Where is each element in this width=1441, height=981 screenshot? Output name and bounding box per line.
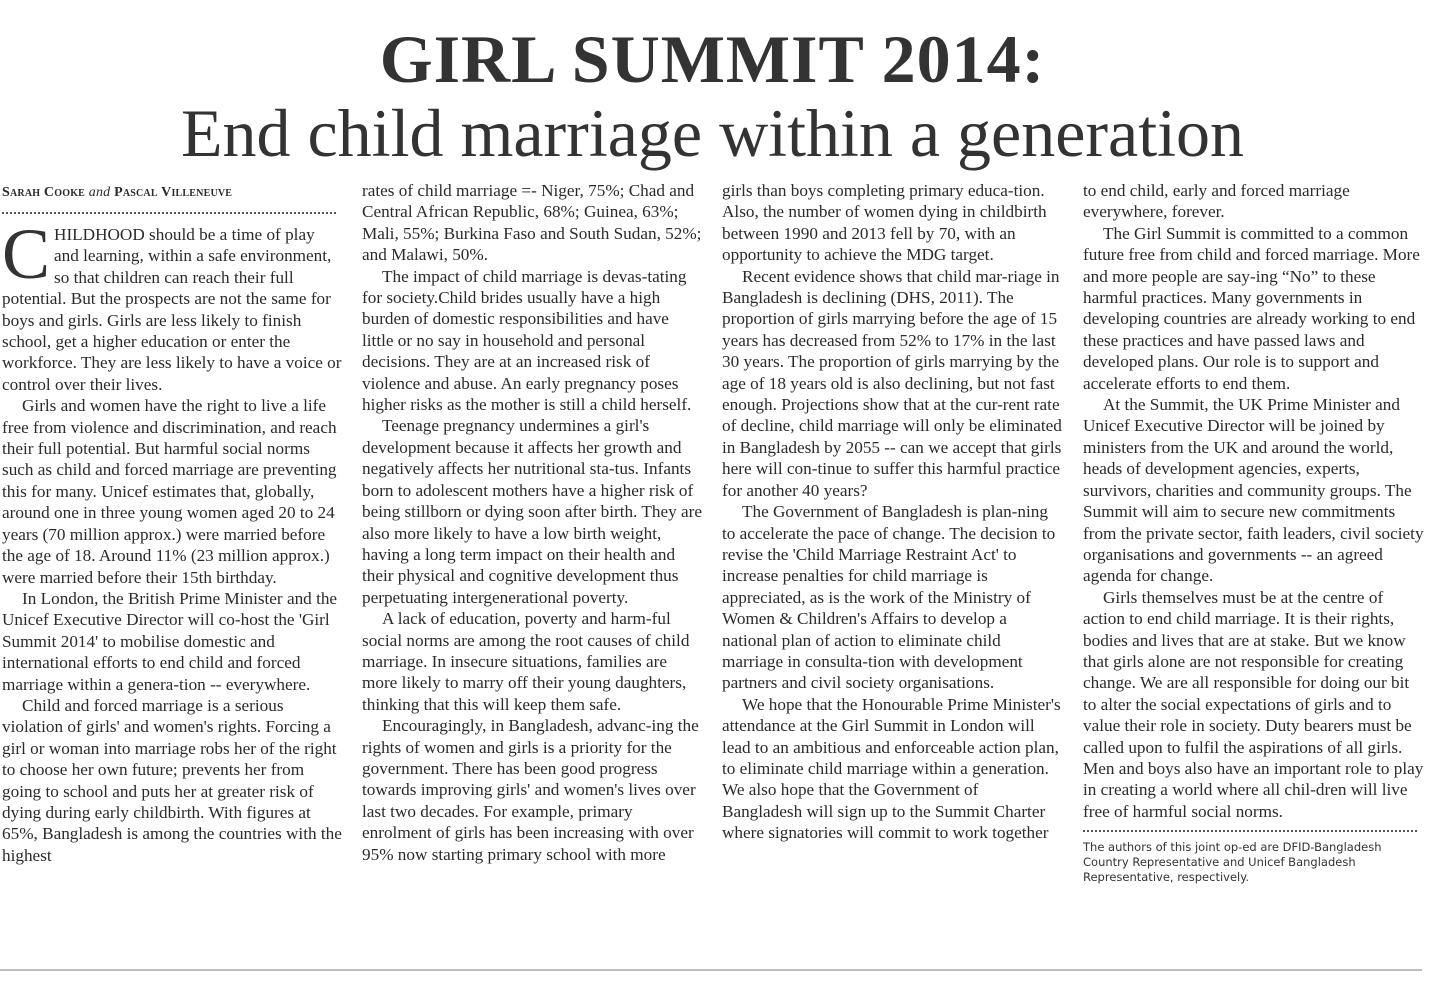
paragraph-12: The Girl Summit is committed to a common future free from child and forced marriage. More and more people are say-ing “No” to these harmful practices. Many governments in developing countries are already working to end these practices and have passed laws and developed plans. Our role is to support and accelerate efforts to end them. xyxy=(1083,223,1420,393)
paragraph-7: A lack of education, poverty and harm-ful social norms are among the root causes of child marriage. In insecure situations, families are more likely to marry off their young daughters, thinking that this will keep them safe. xyxy=(362,609,690,714)
column-1 xyxy=(2,180,342,866)
paragraph-1 xyxy=(2,214,342,395)
paragraph-1-text: should be a time of play and learning, within a safe environment, so that children can reach their full potential. But the prospects are not the same for boys and girls. Girls are less likely to finish school, get a higher education or enter the workforce. They are less likely to have a voice or control over their lives. xyxy=(2,225,342,394)
paragraph-6: Teenage pregnancy undermines a girl's development because it affects her growth and negatively affects her nutritional sta-tus. Infants born to adolescent mothers have a higher risk of being stillborn or dying soon after birth. They are also more likely to have a low birth weight, having a long term impact on their health and their physical and cognitive development thus perpetuating intergenerational poverty. xyxy=(362,416,703,607)
byline-divider xyxy=(2,206,336,214)
column-4 xyxy=(1083,180,1425,885)
paragraph-9: Recent evidence shows that child mar-riage in Bangladesh is declining (DHS, 2011). The proportion of girls marrying before the age of 15 years has decreased from 52% to 17% in the last 30 years. The proportion of girls marrying by the age of 18 years old is also declining, but not fast enough. Projections show that at the cur-rent rate of decline, child marriage will only be eliminated in Bangladesh by 2055 -- can we accept that girls here will con-tinue to suffer this harmful practice for another 40 years? xyxy=(722,266,1062,500)
paragraph-4-continued: rates of child marriage =- Niger, 75%; Chad and Central African Republic, 68%; Guinea, 63%; Mali, 55%; Burkina Faso and South Sudan, 52%; and Malawi, 50%. xyxy=(362,181,702,265)
footnote-divider xyxy=(1083,830,1417,832)
column-2 xyxy=(362,180,702,865)
paragraph-11: We hope that the Honourable Prime Minister's attendance at the Girl Summit in London will lead to an ambitious and enforceable action plan, to eliminate child marriage within a generation. We also hope that the Government of Bangladesh will sign up to the Summit Charter where signatories will commit to work together xyxy=(722,694,1061,843)
drop-cap: C xyxy=(2,214,51,294)
column-3 xyxy=(722,180,1062,844)
paragraph-4: Child and forced marriage is a serious violation of girls' and women's rights. Forcing a girl or woman into marriage robs her of the right to choose her own future; prevents her from going to school and puts her at greater risk of dying during early childbirth. With figures at 65%, Bangladesh is among the countries with the highest xyxy=(2,695,342,865)
author-1: Sarah Cooke xyxy=(2,185,86,200)
paragraph-8: Encouragingly, in Bangladesh, advanc-ing the rights of women and girls is a priority for the government. There has been good progress towards improving girls' and women's lives over last two decades. For example, primary enrolment of girls has been increasing with over 95% now starting primary school with more xyxy=(362,716,699,864)
headline xyxy=(0,20,1425,171)
lead-word: HILDHOOD xyxy=(54,225,145,244)
author-2: Pascal Villeneuve xyxy=(114,185,233,200)
paragraph-10: The Government of Bangladesh is plan-ning to accelerate the pace of change. The decision to revise the 'Child Marriage Restraint Act' to increase penalties for child marriage is appreciated, as is the work of the Ministry of Women & Children's Affairs to develop a national plan of action to eliminate child marriage in consulta-tion with development partners and civil society organisations. xyxy=(722,502,1056,693)
headline-line-2: End child marriage within a generation xyxy=(180,95,1245,171)
paragraph-13: At the Summit, the UK Prime Minister and Unicef Executive Director will be joined by ministers from the UK and around the world, heads of development agencies, experts, survivors, charities and community groups. The Summit will aim to secure new commitments from the private sector, faith leaders, civil society organisations and governments -- an agreed agenda for change. xyxy=(1083,395,1424,586)
paragraph-14: Girls themselves must be at the centre of action to end child marriage. It is their rights, bodies and lives that are at stake. But we know that girls alone are not responsible for creating change. We are all responsible for doing our bit to alter the social expectations of girls and to value their role in society. Duty bearers must be called upon to fulfil the aspirations of all girls. Men and boys also have an important role to play in creating a world where all chil-dren will live free of harmful social norms. xyxy=(1083,587,1424,821)
paragraph-3: In London, the British Prime Minister and the Unicef Executive Director will co-host the 'Girl Summit 2014' to mobilise domestic and international efforts to end child and forced marriage within a genera-tion -- everywhere. xyxy=(2,588,338,694)
paragraph-5: The impact of child marriage is devas-tating for society.Child brides usually have a high burden of domestic responsibilities and have little or no say in household and personal decisions. They are at an increased risk of violence and abuse. An early pregnancy poses higher risks as the mother is still a child herself. xyxy=(362,266,692,415)
paragraph-8-continued: girls than boys completing primary educa-tion. Also, the number of women dying in childbirth between 1990 and 2013 fell by 70, with an opportunity to achieve the MDG target. xyxy=(722,181,1047,265)
paragraph-11-continued: to end child, early and forced marriage everywhere, forever. xyxy=(1083,181,1350,222)
byline xyxy=(2,180,342,206)
paragraph-2: Girls and women have the right to live a life free from violence and discrimination, and reach their full potential. But harmful social norms such as child and forced marriage are preventing this for many. Unicef estimates that, globally, around one in three young women aged 20 to 24 years (70 million approx.) were married before the age of 18. Around 11% (23 million approx.) were married before their 15th birthday. xyxy=(2,396,337,587)
bottom-rule xyxy=(0,969,1422,971)
byline-connector: and xyxy=(88,185,111,200)
headline-line-1: GIRL SUMMIT 2014: xyxy=(379,21,1046,97)
author-note: The authors of this joint op-ed are DFID-Bangladesh Country Representative and Unicef Bangladesh Representative, respectively. xyxy=(1083,840,1382,885)
